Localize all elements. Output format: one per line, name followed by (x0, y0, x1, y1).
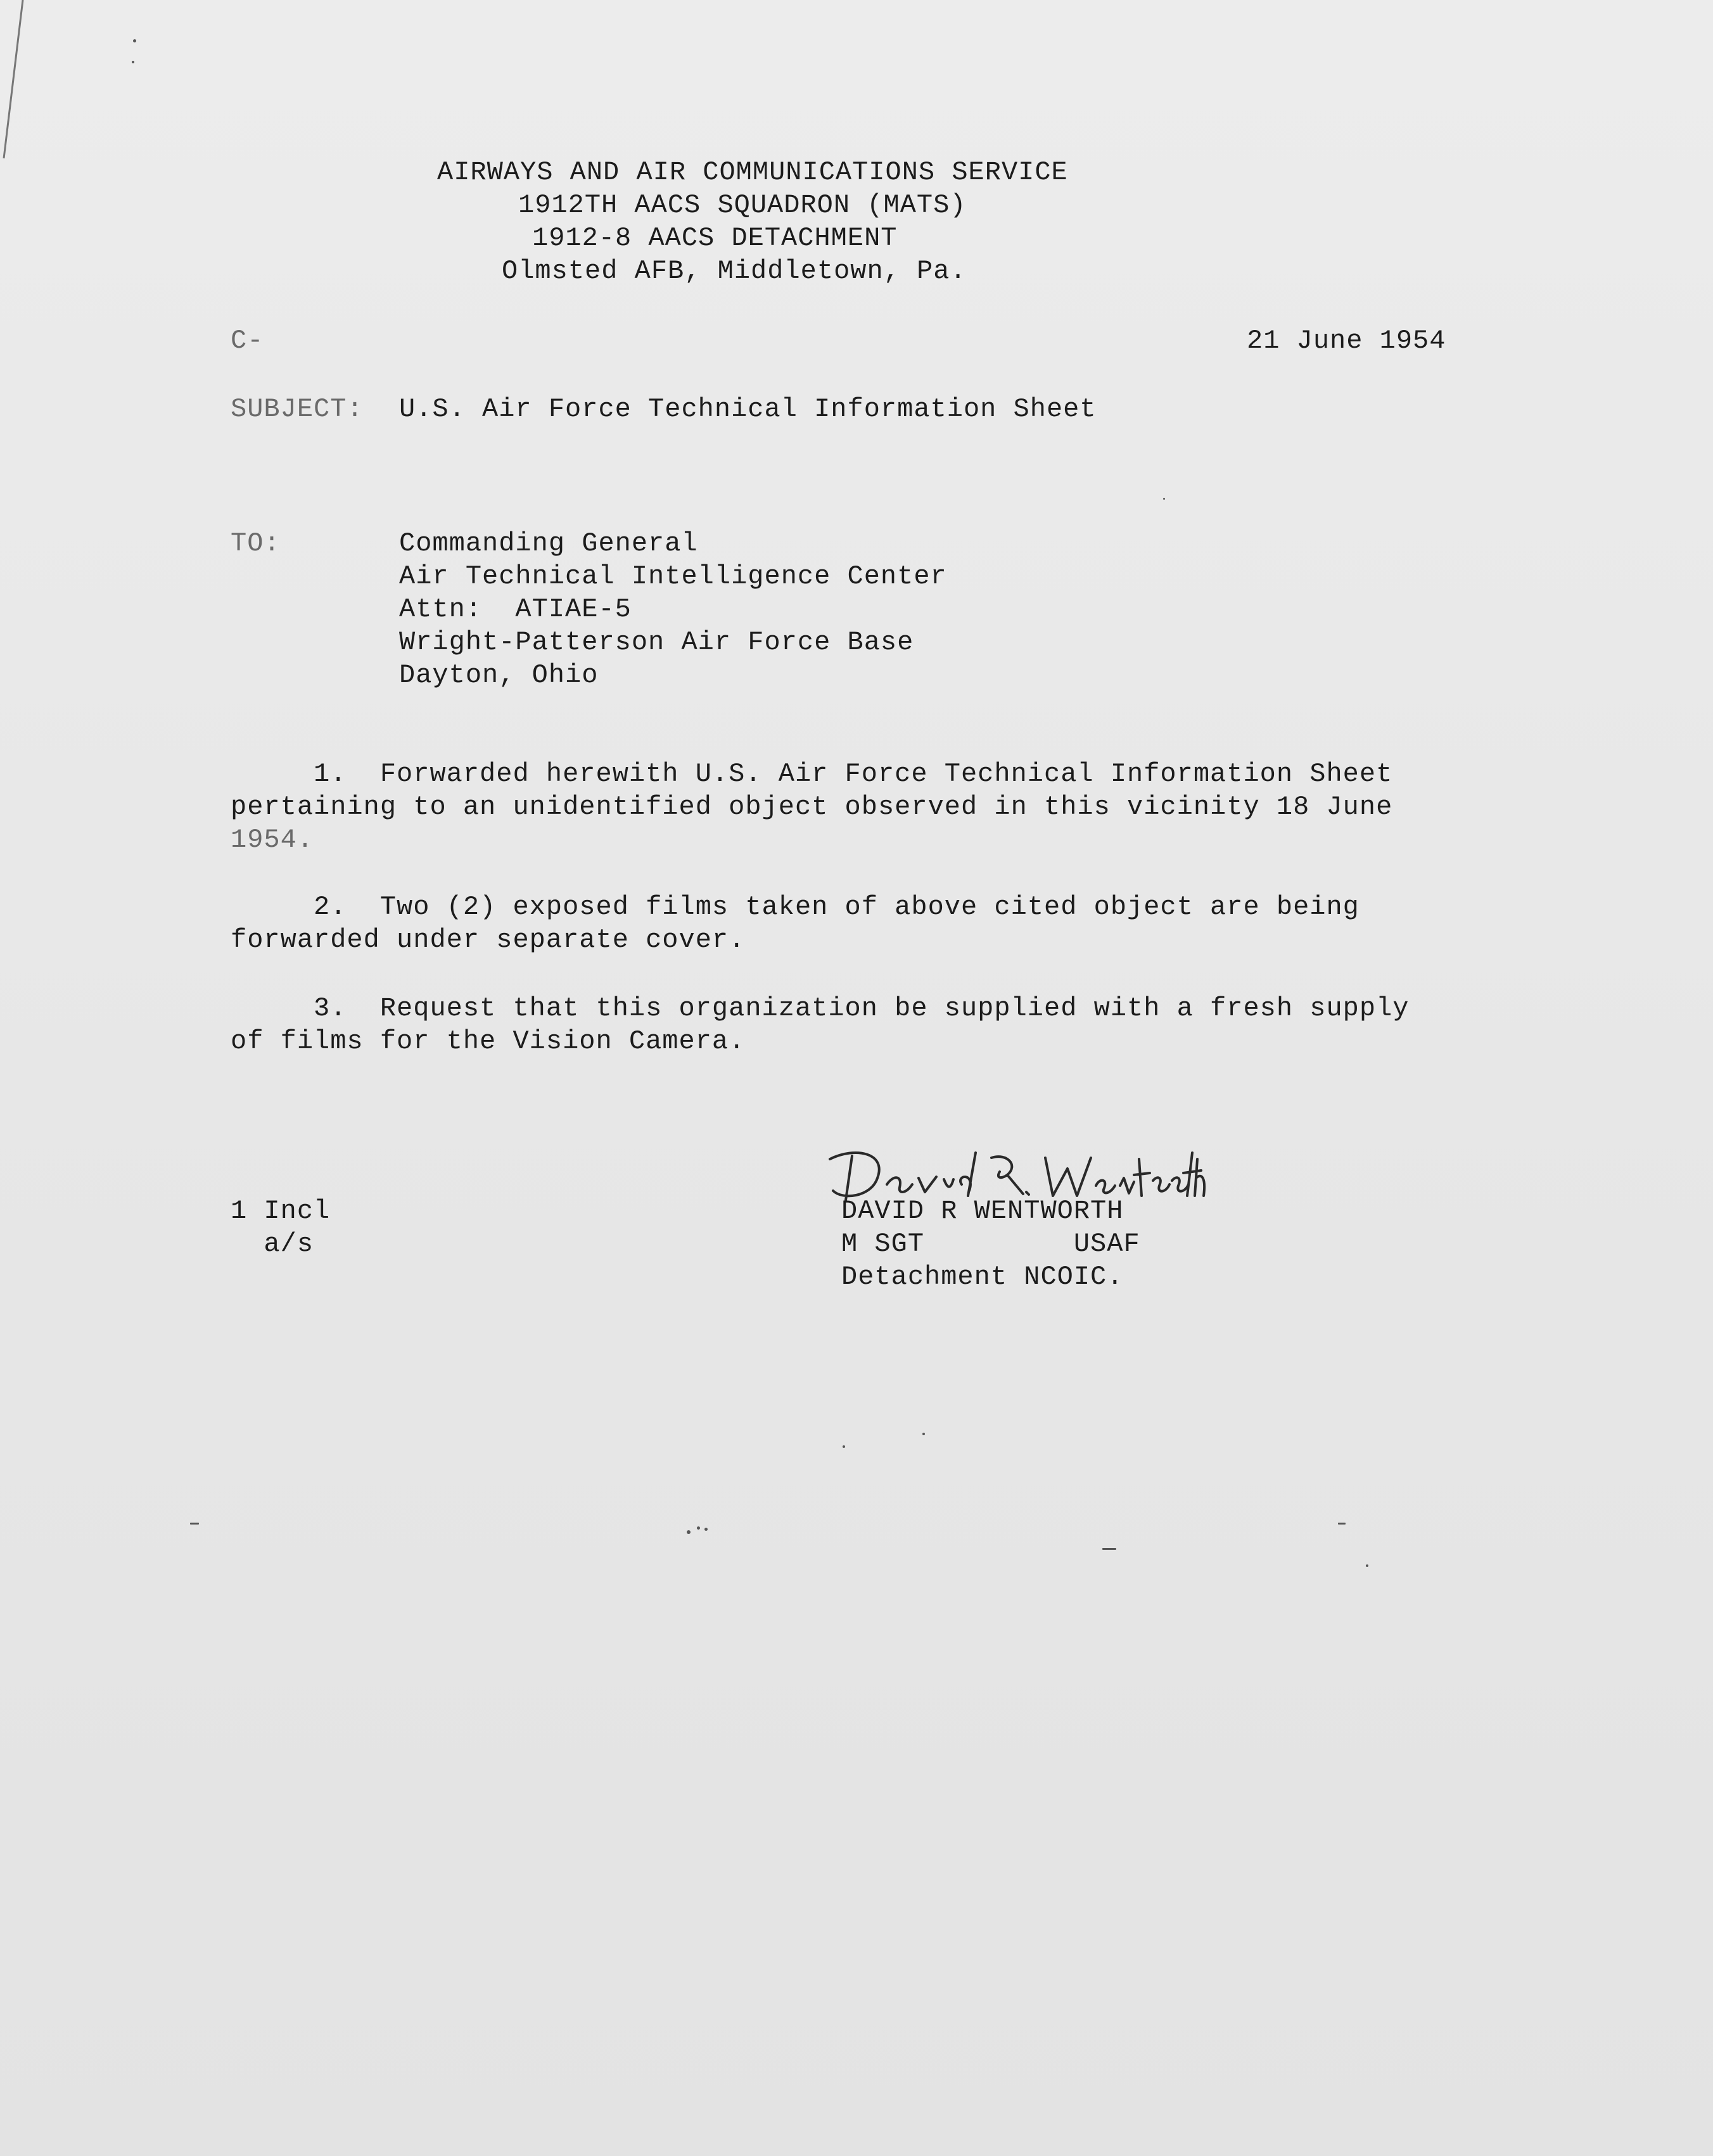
paragraph-1-line-3: 1954. (231, 825, 314, 855)
address-line-1: Commanding General (399, 528, 698, 559)
subject-label: SUBJECT: (231, 394, 364, 424)
address-line-3: Attn: ATIAE-5 (399, 594, 632, 625)
paragraph-3-line-1: 3. Request that this organization be supplied with a fresh supply (231, 993, 1410, 1024)
subject-value: U.S. Air Force Technical Information Sheet (399, 394, 1097, 424)
paragraph-1-line-1: 1. Forwarded herewith U.S. Air Force Technical Information Sheet (231, 759, 1393, 789)
address-line-4: Wright-Patterson Air Force Base (399, 627, 914, 657)
paragraph-1-line-2: pertaining to an unidentified object observed in this vicinity 18 June (231, 792, 1393, 822)
paragraph-2-line-2: forwarded under separate cover. (231, 925, 746, 955)
enclosure-line-1: 1 Incl (231, 1196, 331, 1226)
paragraph-2-line-1: 2. Two (2) exposed films taken of above cited object are being (231, 892, 1360, 922)
address-line-2: Air Technical Intelligence Center (399, 561, 947, 592)
letterhead-line-1: AIRWAYS AND AIR COMMUNICATIONS SERVICE (437, 157, 1068, 187)
paper-edge-mark (0, 0, 25, 165)
to-label: TO: (231, 528, 281, 559)
signer-rank: M SGT USAF (841, 1229, 1140, 1259)
paragraph-3-line-2: of films for the Vision Camera. (231, 1026, 746, 1056)
signer-name: DAVID R WENTWORTH (841, 1196, 1124, 1226)
letterhead-line-2: 1912TH AACS SQUADRON (MATS) (518, 190, 967, 220)
letterhead-line-3: 1912-8 AACS DETACHMENT (532, 223, 898, 253)
enclosure-line-2: a/s (231, 1229, 314, 1259)
letter-date: 21 June 1954 (1247, 326, 1446, 356)
signer-title: Detachment NCOIC. (841, 1262, 1124, 1292)
reference-code: C- (231, 326, 264, 356)
address-line-5: Dayton, Ohio (399, 660, 599, 690)
letterhead-line-4: Olmsted AFB, Middletown, Pa. (502, 256, 967, 286)
